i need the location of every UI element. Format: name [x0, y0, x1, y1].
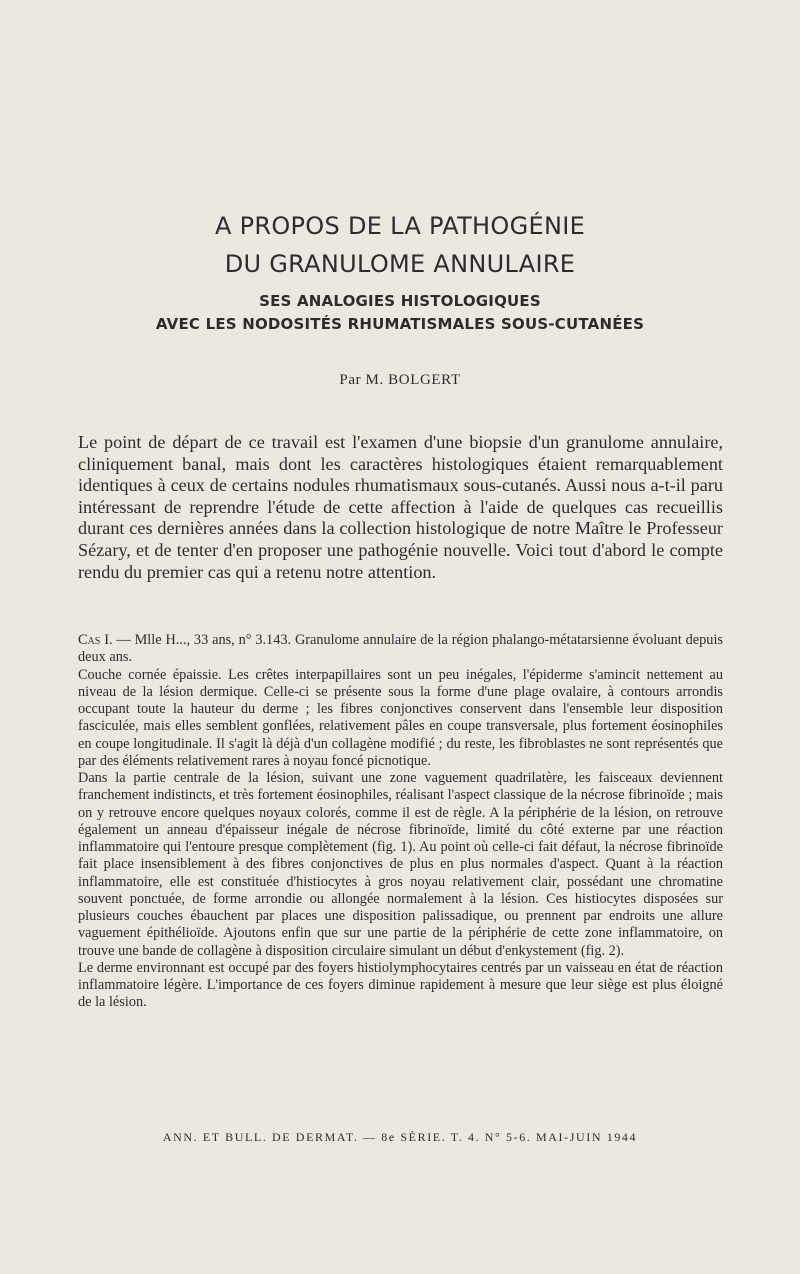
intro-paragraph: Le point de départ de ce travail est l'examen d'une biopsie d'un granulome annulaire, cliniquement banal, mais dont les caractères histologiques étaient remarquablement identiques à ceux de certains nodules rhumatismaux sous-cutanés. Aussi nous a-t-il paru intéressant de reprendre l'étude de cette affection à l'aide de quelques cas recueillis durant ces dernières années dans la collection histologique de notre Maître le Professeur Sézary, et de tenter d'en proposer une pathogénie nouvelle. Voici tout d'abord le compte rendu du premier cas qui a retenu notre attention. — [78, 432, 723, 582]
article-title-line-1: A PROPOS DE LA PATHOGÉNIE — [214, 212, 586, 240]
case-paragraph-2: Dans la partie centrale de la lésion, suivant une zone vaguement quadrilatère, les faisceaux deviennent franchement indistincts, et très fortement éosinophiles, réalisant l'aspect classique de la nécrose fibrinoïde ; mais on y retrouve encore quelques noyaux colorés, comme il est de règle. A la périphérie de la lésion, on retrouve également un anneau d'épaisseur inégale de nécrose fibrinoïde, limité du côté externe par une réaction inflammatoire qui l'entoure presque complètement (fig. 1). Au point où celle-ci fait défaut, la nécrose fibrinoïde fait place insensiblement à des fibres conjonctives de plus en plus normales d'aspect. Quant à la réaction inflammatoire, elle est constituée d'histiocytes à gros noyau relativement clair, possédant une chromatine souvent ponctuée, de forme arrondie ou allongée normalement à la lésion. Ces histiocytes disposées sur plusieurs couches ébauchent par places une disposition palissadique, ou prennent par endroits une allure vaguement épithélioïde. Ajoutons enfin que sur une partie de la périphérie de cette zone inflammatoire, on trouve une bande de collagène à disposition circulaire simulant un début d'enkystement (fig. 2). — [78, 770, 723, 959]
case-heading — [78, 632, 723, 667]
case-heading-text: — Mlle H..., 33 ans, n° 3.143. Granulome annulaire de la région phalango-métatarsienne évoluant depuis deux ans. — [78, 632, 723, 666]
article-subtitle-line-1: SES ANALOGIES HISTOLOGIQUES — [259, 292, 541, 310]
case-label: Cas I. — [78, 632, 113, 648]
article-title-line-2: DU GRANULOME ANNULAIRE — [224, 250, 576, 278]
case-report — [78, 632, 723, 1012]
author-line: Par M. BOLGERT — [339, 372, 461, 388]
title-block — [0, 212, 800, 333]
case-paragraph-3: Le derme environnant est occupé par des foyers histiolymphocytaires centrés par un vaisseau en état de réaction inflammatoire légère. L'importance de ces foyers diminue rapidement à mesure que leur siège est plus éloigné de la lésion. — [78, 959, 723, 1011]
article-subtitle-line-2: AVEC LES NODOSITÉS RHUMATISMALES SOUS-CUTANÉES — [155, 315, 645, 333]
journal-footer: ANN. ET BULL. DE DERMAT. — 8e SÉRIE. T. 4. N° 5-6. MAI-JUIN 1944 — [162, 1130, 638, 1144]
case-paragraph-1: Couche cornée épaissie. Les crêtes interpapillaires sont un peu inégales, l'épiderme s'amincit nettement au niveau de la lésion dermique. Celle-ci se présente sous la forme d'une plage ovalaire, à contours arrondis occupant toute la hauteur du derme ; les fibres conjonctives conservent dans l'ensemble leur disposition fasciculée, mais elles semblent gonflées, relativement pâles en coupe transversale, plus fortement éosinophiles en coupe longitudinale. Il s'agit là déjà d'un collagène modifié ; du reste, les fibroblastes ne sont représentés que par des éléments relativement rares à noyau foncé picnotique. — [78, 666, 723, 769]
